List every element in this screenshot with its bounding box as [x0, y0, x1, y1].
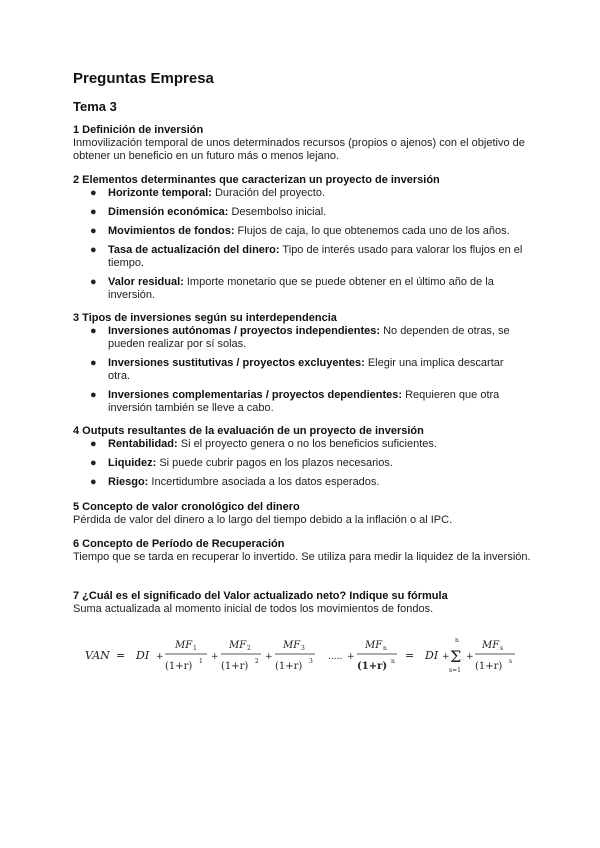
formula-exponent: n — [391, 658, 395, 665]
item-term: Inversiones complementarias / proyectos dependientes: — [108, 389, 403, 401]
bullet-icon: ● — [90, 476, 97, 488]
item-desc: Tipo de interés usado para valorar los flujos en el tiempo. — [108, 244, 523, 269]
bullet-icon: ● — [90, 276, 97, 288]
item-term: Inversiones sustitutivas / proyectos excluyentes: — [108, 357, 365, 369]
section-payback — [73, 538, 533, 564]
formula-subscript: n — [383, 645, 387, 652]
section-text: Suma actualizada al momento inicial de todos los movimientos de fondos. — [73, 603, 434, 615]
bullet-icon: ● — [90, 225, 97, 237]
section-text: Pérdida de valor del dinero a lo largo del tiempo debido a la inflación o al IPC. — [73, 514, 453, 526]
list-item — [73, 389, 528, 415]
formula-equals: = — [405, 649, 415, 662]
bullet-list — [73, 187, 533, 302]
item-term: Dimensión económica: — [108, 206, 229, 218]
npv-formula — [85, 636, 525, 676]
formula-plus: + — [347, 652, 355, 662]
formula-exponent: 3 — [309, 658, 313, 665]
item-term: Riesgo: — [108, 476, 149, 488]
document-title: Preguntas Empresa — [73, 70, 214, 87]
section-text: Inmovilización temporal de unos determinados recursos (propios o ajenos) con el objetivo de obtener un beneficio en un futuro más o menos lejano. — [73, 137, 525, 162]
sum-upper-limit: n — [455, 637, 459, 644]
item-desc: Elegir una implica descartar otra. — [108, 357, 504, 382]
bullet-icon: ● — [90, 206, 97, 218]
formula-ellipsis: ..... — [328, 652, 343, 662]
sum-lower-limit: s=1 — [449, 667, 461, 674]
section-elements — [73, 174, 533, 302]
formula-numerator: MF — [365, 640, 383, 651]
formula-lhs: VAN — [85, 649, 110, 662]
list-item — [73, 457, 528, 470]
bullet-icon: ● — [90, 325, 97, 337]
item-term: Movimientos de fondos: — [108, 225, 235, 237]
formula-exponent: 2 — [255, 658, 259, 665]
section-chrono-value — [73, 501, 533, 527]
formula-denominator: (1+r) — [221, 661, 249, 672]
item-desc: Incertidumbre asociada a los datos esperados. — [148, 476, 380, 488]
bullet-icon: ● — [90, 457, 97, 469]
item-term: Valor residual: — [108, 276, 184, 288]
formula-equals: = — [116, 649, 126, 662]
section-definition — [73, 124, 533, 163]
section-outputs — [73, 425, 533, 489]
item-term: Horizonte temporal: — [108, 187, 212, 199]
section-npv — [73, 590, 533, 616]
item-desc: No dependen de otras, se pueden realizar por sí solas. — [108, 325, 510, 350]
formula-di: DI — [136, 649, 150, 662]
item-desc: Desembolso inicial. — [228, 206, 327, 218]
formula-numerator: MF — [482, 640, 500, 651]
npv-formula-graphic — [85, 636, 525, 676]
item-desc: Importe monetario que se puede obtener en el último año de la inversión. — [108, 276, 494, 301]
formula-plus: + — [265, 652, 273, 662]
item-desc: Requieren que otra inversión también se lleve a cabo. — [108, 389, 500, 414]
formula-exponent: s — [509, 658, 513, 665]
formula-plus: + — [466, 652, 474, 662]
list-item — [73, 206, 528, 219]
list-item — [73, 325, 528, 351]
item-term: Inversiones autónomas / proyectos independientes: — [108, 325, 381, 337]
formula-numerator: MF — [175, 640, 193, 651]
section-title: 5 Concepto de valor cronológico del dinero — [73, 501, 300, 513]
bullet-list — [73, 438, 533, 489]
item-term: Liquidez: — [108, 457, 157, 469]
formula-subscript: s — [500, 645, 504, 652]
item-term: Tasa de actualización del dinero: — [108, 244, 280, 256]
item-desc: Flujos de caja, lo que obtenemos cada uno de los años. — [234, 225, 510, 237]
formula-subscript: 3 — [301, 645, 305, 652]
section-title: 7 ¿Cuál es el significado del Valor actualizado neto? Indique su fórmula — [73, 590, 448, 602]
item-term: Rentabilidad: — [108, 438, 178, 450]
formula-denominator: (1+r) — [275, 661, 303, 672]
bullet-list — [73, 325, 533, 415]
topic-heading: Tema 3 — [73, 99, 117, 114]
formula-subscript: 1 — [193, 645, 197, 652]
list-item — [73, 187, 528, 200]
formula-plus: + — [442, 652, 450, 662]
formula-subscript: 2 — [247, 645, 251, 652]
formula-di: DI — [425, 649, 439, 662]
list-item — [73, 276, 528, 302]
list-item — [73, 225, 528, 238]
list-item — [73, 244, 528, 270]
section-title: 3 Tipos de inversiones según su interdependencia — [73, 312, 337, 324]
bullet-icon: ● — [90, 357, 97, 369]
formula-exponent: 1 — [199, 658, 203, 665]
formula-denominator: (1+r) — [165, 661, 193, 672]
section-text: Tiempo que se tarda en recuperar lo invertido. Se utiliza para medir la liquidez de la inversión. — [73, 551, 531, 563]
section-title: 1 Definición de inversión — [73, 124, 204, 136]
bullet-icon: ● — [90, 244, 97, 256]
list-item — [73, 476, 528, 489]
section-title: 4 Outputs resultantes de la evaluación de un proyecto de inversión — [73, 425, 424, 437]
formula-numerator: MF — [229, 640, 247, 651]
formula-denominator: (1+r) — [357, 661, 388, 672]
section-title: 2 Elementos determinantes que caracterizan un proyecto de inversión — [73, 174, 440, 186]
formula-denominator: (1+r) — [475, 661, 503, 672]
item-desc: Si puede cubrir pagos en los plazos necesarios. — [156, 457, 393, 469]
item-desc: Duración del proyecto. — [211, 187, 326, 199]
formula-plus: + — [211, 652, 219, 662]
section-types — [73, 312, 533, 415]
list-item — [73, 438, 528, 451]
section-title: 6 Concepto de Período de Recuperación — [73, 538, 285, 550]
sigma-icon: Σ — [450, 647, 462, 666]
bullet-icon: ● — [90, 389, 97, 401]
list-item — [73, 357, 528, 383]
formula-numerator: MF — [283, 640, 301, 651]
item-desc: Si el proyecto genera o no los beneficios suficientes. — [177, 438, 437, 450]
bullet-icon: ● — [90, 438, 97, 450]
bullet-icon: ● — [90, 187, 97, 199]
formula-plus: + — [156, 652, 164, 662]
